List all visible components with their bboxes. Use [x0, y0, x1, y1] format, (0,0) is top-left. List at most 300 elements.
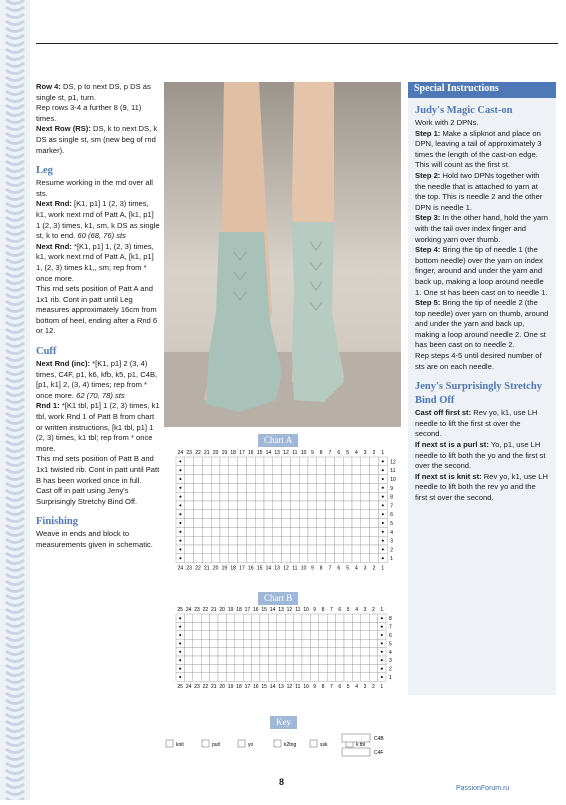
col-label: 20: [212, 565, 219, 572]
chart-cell: [319, 631, 327, 639]
bindoff-first: Cast off first st: Rev yo, k1, use LH needle to lift the first st over the second.: [415, 408, 538, 439]
chart-cell: [220, 475, 229, 484]
chart-cell: [294, 631, 302, 639]
chart-b: [162, 604, 404, 700]
chart-cell: [302, 648, 310, 656]
chart-cell: [252, 648, 260, 656]
chart-cell: [352, 483, 361, 492]
col-label: 9: [313, 607, 316, 613]
chart-cell: [184, 614, 192, 622]
chart-cell: [370, 457, 379, 466]
chart-cell: [229, 466, 238, 475]
col-label: 15: [261, 684, 267, 691]
chart-cell: [326, 554, 335, 563]
col-label: 20: [219, 684, 225, 691]
col-label: 6: [337, 450, 341, 456]
chart-cell: [202, 501, 211, 510]
col-label: 22: [202, 684, 209, 691]
chart-cell: [299, 510, 308, 519]
chart-cell: [310, 631, 318, 639]
col-label: 4: [355, 450, 358, 456]
col-label: 7: [330, 684, 333, 691]
row-label: 7: [389, 624, 392, 631]
bindoff-knit: If next st is knit st: Rev yo, k1, use LH needle to lift both the rev yo and the first st over the second.: [415, 471, 548, 502]
col-label: 24: [177, 450, 184, 456]
chart-cell: [317, 510, 326, 519]
chart-cell: [308, 510, 317, 519]
chart-cell: [193, 648, 201, 656]
chart-cell: [184, 639, 192, 647]
col-label: 4: [355, 684, 358, 691]
chart-cell: [235, 639, 243, 647]
row-label: 3: [389, 658, 392, 665]
chart-cell: [220, 510, 229, 519]
chart-cell: [336, 614, 344, 622]
chart-cell: [273, 545, 282, 554]
chart-cell: [194, 475, 203, 484]
chart-cell: [264, 492, 273, 501]
chart-cell: [246, 527, 255, 536]
col-label: 25: [177, 607, 183, 613]
chart-cell: [352, 475, 361, 484]
row-label: 2: [390, 547, 393, 554]
chart-cell: [343, 519, 352, 528]
finishing-heading: Finishing: [36, 516, 79, 528]
col-label: 13: [278, 684, 284, 691]
chart-cell: [317, 545, 326, 554]
chart-cell: [220, 501, 229, 510]
col-label: 25: [177, 684, 183, 691]
chart-cell: [285, 622, 293, 630]
chart-cell: [343, 457, 352, 466]
key-swatch: [166, 740, 173, 747]
chart-cell: [370, 483, 379, 492]
col-label: 17: [244, 684, 251, 691]
chart-cell: [229, 536, 238, 545]
col-label: 11: [292, 565, 298, 572]
chart-cell: [334, 483, 343, 492]
chart-cell: [229, 501, 238, 510]
col-label: 22: [195, 450, 201, 456]
chart-cell: [294, 614, 302, 622]
col-label: 10: [300, 565, 307, 572]
col-label: 3: [363, 684, 367, 691]
chart-cell: [294, 648, 302, 656]
chart-cell: [370, 545, 379, 554]
chart-cell: [211, 527, 220, 536]
chart-cell: [252, 664, 260, 672]
col-label: 9: [313, 684, 316, 691]
chart-cell: [238, 466, 247, 475]
chart-a: [162, 447, 404, 583]
chart-cell: [246, 501, 255, 510]
chart-cell: [201, 614, 209, 622]
chart-cell: [336, 639, 344, 647]
chart-cell: [210, 631, 218, 639]
chart-cell: [336, 664, 344, 672]
purl-dot: [179, 557, 181, 559]
chart-cell: [290, 457, 299, 466]
chart-cell: [268, 622, 276, 630]
chart-cell: [193, 639, 201, 647]
col-label: 13: [278, 607, 284, 613]
chart-cell: [185, 527, 194, 536]
chart-cell: [185, 545, 194, 554]
leg-intro: Resume working in the rnd over all sts.: [36, 178, 153, 198]
chart-cell: [343, 554, 352, 563]
chart-cell: [243, 664, 251, 672]
chart-cell: [319, 622, 327, 630]
chart-cell: [243, 639, 251, 647]
key-swatch: [342, 748, 370, 756]
chart-cell: [218, 648, 226, 656]
chart-cell: [211, 457, 220, 466]
col-label: 18: [230, 565, 236, 572]
purl-dot: [179, 478, 181, 480]
chart-cell: [201, 673, 209, 681]
chart-cell: [361, 483, 370, 492]
chart-cell: [185, 554, 194, 563]
row-label: 4: [390, 529, 393, 536]
chart-cell: [255, 519, 264, 528]
key-title: Key: [270, 716, 297, 729]
chart-cell: [352, 673, 360, 681]
col-label: 19: [227, 607, 234, 613]
chart-cell: [344, 648, 352, 656]
chart-cell: [243, 673, 251, 681]
chart-cell: [273, 501, 282, 510]
cuff-note: This rnd sets position of Patt B and 1x1 twisted rib. Cont in patt until Patt B has been worked once in full.: [36, 454, 160, 485]
chart-cell: [352, 501, 361, 510]
chart-cell: [273, 457, 282, 466]
chart-cell: [238, 536, 247, 545]
chart-cell: [268, 648, 276, 656]
col-label: 14: [265, 565, 272, 572]
chart-cell: [352, 614, 360, 622]
chart-cell: [352, 466, 361, 475]
chart-cell: [194, 527, 203, 536]
purl-dot: [382, 487, 384, 489]
chart-cell: [317, 466, 326, 475]
chart-cell: [273, 492, 282, 501]
chart-cell: [319, 639, 327, 647]
chart-cell: [238, 457, 247, 466]
chart-cell: [336, 622, 344, 630]
chart-cell: [184, 673, 192, 681]
col-label: 1: [380, 607, 384, 613]
key-swatch: [342, 734, 370, 742]
chart-cell: [361, 475, 370, 484]
chart-cell: [264, 527, 273, 536]
chart-cell: [334, 466, 343, 475]
chart-cell: [202, 527, 211, 536]
purl-dot: [382, 504, 384, 506]
chart-cell: [246, 536, 255, 545]
purl-dot: [381, 642, 383, 644]
purl-dot: [179, 504, 181, 506]
chart-cell: [210, 639, 218, 647]
key-label: C4F: [374, 750, 384, 756]
chart-cell: [202, 519, 211, 528]
chart-cell: [361, 639, 369, 647]
chart-cell: [202, 510, 211, 519]
row-label: 11: [390, 468, 396, 475]
purl-dot: [179, 522, 181, 524]
chart-cell: [334, 536, 343, 545]
chart-cell: [282, 554, 291, 563]
purl-dot: [382, 469, 384, 471]
chart-cell: [369, 673, 377, 681]
chart-cell: [302, 639, 310, 647]
col-label: 18: [236, 684, 242, 691]
chart-cell: [317, 554, 326, 563]
col-label: 17: [239, 565, 245, 572]
chart-cell: [194, 510, 203, 519]
chart-cell: [185, 501, 194, 510]
chart-cell: [327, 614, 335, 622]
chart-cell: [255, 475, 264, 484]
chart-cell: [334, 527, 343, 536]
judy-heading: Judy's Magic Cast-on: [415, 105, 513, 116]
chart-cell: [282, 475, 291, 484]
chart-cell: [352, 536, 361, 545]
purl-dot: [179, 513, 181, 515]
chart-cell: [282, 536, 291, 545]
chart-cell: [282, 457, 291, 466]
key-swatch: [202, 740, 209, 747]
chart-cell: [327, 664, 335, 672]
col-label: 1: [381, 565, 385, 572]
chart-cell: [193, 622, 201, 630]
chart-cell: [243, 614, 251, 622]
chart-cell: [264, 475, 273, 484]
chart-cell: [238, 527, 247, 536]
chart-cell: [255, 483, 264, 492]
chart-cell: [361, 501, 370, 510]
chart-cell: [243, 631, 251, 639]
chart-cell: [308, 501, 317, 510]
chart-cell: [290, 510, 299, 519]
chart-cell: [299, 519, 308, 528]
special-instructions-header: Special Instructions: [408, 82, 556, 98]
chart-cell: [210, 648, 218, 656]
purl-dot: [179, 548, 181, 550]
col-label: 2: [372, 565, 376, 572]
chart-cell: [326, 475, 335, 484]
col-label: 1: [381, 450, 385, 456]
chart-cell: [310, 639, 318, 647]
chart-cell: [238, 519, 247, 528]
purl-dot: [381, 659, 383, 661]
chart-cell: [370, 501, 379, 510]
purl-dot: [382, 540, 384, 542]
chart-cell: [343, 466, 352, 475]
col-label: 21: [204, 450, 210, 456]
chart-cell: [285, 648, 293, 656]
finishing-text: Weave in ends and block to measurements given in schematic.: [36, 529, 153, 549]
chart-cell: [194, 519, 203, 528]
chart-cell: [218, 614, 226, 622]
chart-cell: [369, 614, 377, 622]
chart-cell: [201, 631, 209, 639]
cuff-inc: Next Rnd (inc): *[K1, p1] 2 (3, 4) times, C4F, p1, k6, kfb, k5, p1, C4B, [p1, k1] 2, (3, 4) times; rep from * once more. 62 (70, 78) sts: [36, 359, 158, 400]
chart-cell: [252, 631, 260, 639]
col-label: 3: [363, 450, 367, 456]
chart-cell: [361, 622, 369, 630]
chart-cell: [302, 673, 310, 681]
row-label: 5: [390, 521, 393, 527]
chart-cell: [185, 483, 194, 492]
chart-cell: [260, 639, 268, 647]
row-label: 1: [389, 675, 392, 681]
chart-cell: [210, 622, 218, 630]
chart-cell: [210, 664, 218, 672]
chart-cell: [334, 501, 343, 510]
chart-cell: [308, 475, 317, 484]
purl-dot: [382, 496, 384, 498]
chart-cell: [369, 622, 377, 630]
chart-cell: [255, 501, 264, 510]
chart-cell: [210, 673, 218, 681]
col-label: 16: [248, 565, 254, 572]
chart-cell: [201, 622, 209, 630]
chart-cell: [185, 457, 194, 466]
chart-cell: [185, 475, 194, 484]
chart-cell: [185, 510, 194, 519]
judy-intro: Work with 2 DPNs.: [415, 118, 479, 127]
row-label: 6: [390, 512, 393, 519]
chart-cell: [277, 622, 285, 630]
chart-cell: [282, 510, 291, 519]
purl-dot: [179, 617, 181, 619]
chart-cell: [202, 483, 211, 492]
chart-cell: [210, 656, 218, 664]
step-1: Step 1: Make a slipknot and place on DPN, leaving a tail of approximately 3 times the length of the cast-on edge. This will count as the first st.: [415, 128, 542, 170]
leg-rnd2: Next Rnd: *[K1, p1] 1, (2, 3) times, k1, work next rnd of Patt A, [k1, p1] 1, (2, 3) times k1,, sm; rep from * once more.: [36, 241, 154, 283]
sock-photo: [164, 82, 401, 427]
purl-dot: [179, 659, 181, 661]
cuff-rnd1: Rnd 1: *[K1 tbl, p1] 1 (2, 3) times, k1 tbl, work Rnd 1 of Patt B from chart or written instructions, [k1 tbl, p1] 1 (2, 3) times, k1 tbl; rep from * once more.: [36, 401, 160, 453]
chart-cell: [194, 536, 203, 545]
col-label: 19: [227, 684, 234, 691]
col-label: 15: [256, 450, 263, 456]
chart-cell: [326, 527, 335, 536]
col-label: 11: [295, 684, 301, 691]
purl-dot: [179, 496, 181, 498]
chart-cell: [370, 466, 379, 475]
chart-cell: [264, 536, 273, 545]
chart-cell: [255, 457, 264, 466]
chart-cell: [229, 545, 238, 554]
chart-cell: [220, 554, 229, 563]
chart-cell: [194, 466, 203, 475]
chart-cell: [326, 466, 335, 475]
chart-cell: [235, 614, 243, 622]
row-label: 7: [390, 503, 393, 510]
chart-cell: [352, 545, 361, 554]
chart-cell: [226, 639, 234, 647]
chart-cell: [327, 622, 335, 630]
chart-cell: [220, 519, 229, 528]
chart-cell: [344, 622, 352, 630]
chart-cell: [229, 510, 238, 519]
col-label: 13: [274, 450, 280, 456]
purl-dot: [382, 548, 384, 550]
chart-cell: [299, 545, 308, 554]
col-label: 6: [338, 607, 342, 613]
row-label: 12: [390, 459, 396, 466]
chart-cell: [211, 510, 220, 519]
chart-cell: [264, 466, 273, 475]
chart-cell: [370, 536, 379, 545]
chart-cell: [255, 527, 264, 536]
chart-cell: [264, 519, 273, 528]
chart-cell: [299, 466, 308, 475]
chart-cell: [317, 483, 326, 492]
chart-cell: [326, 492, 335, 501]
chart-cell: [310, 622, 318, 630]
purl-dot: [381, 617, 383, 619]
chart-cell: [308, 536, 317, 545]
purl-dot: [179, 651, 181, 653]
leg-note: This rnd sets position of Patt A and 1x1 rib. Cont in patt until Leg measures approximately 16cm from bottom of heel, ending after a Rnd 6 or 12.: [36, 284, 158, 336]
chart-cell: [273, 475, 282, 484]
chart-cell: [218, 673, 226, 681]
chart-cell: [290, 545, 299, 554]
chart-cell: [193, 656, 201, 664]
chart-cell: [193, 614, 201, 622]
chart-cell: [220, 492, 229, 501]
chart-cell: [282, 545, 291, 554]
col-label: 5: [346, 450, 349, 456]
col-label: 16: [253, 607, 259, 613]
chart-cell: [334, 510, 343, 519]
chart-cell: [334, 545, 343, 554]
chart-cell: [252, 656, 260, 664]
col-label: 22: [195, 565, 201, 572]
chart-cell: [273, 527, 282, 536]
chart-cell: [344, 656, 352, 664]
purl-dot: [382, 460, 384, 462]
chart-cell: [211, 475, 220, 484]
row-label: 1: [390, 556, 393, 563]
chart-cell: [290, 554, 299, 563]
chart-cell: [334, 475, 343, 484]
chart-cell: [299, 527, 308, 536]
chart-cell: [361, 519, 370, 528]
chart-cell: [194, 501, 203, 510]
purl-dot: [382, 522, 384, 524]
key-label: k2tog: [284, 742, 297, 748]
chart-cell: [226, 622, 234, 630]
chart-cell: [326, 501, 335, 510]
chart-cell: [343, 475, 352, 484]
chart-cell: [326, 519, 335, 528]
chart-cell: [184, 656, 192, 664]
chart-cell: [285, 631, 293, 639]
chart-cell: [317, 475, 326, 484]
chart-cell: [260, 614, 268, 622]
chart-cell: [302, 614, 310, 622]
col-label: 6: [337, 565, 341, 572]
chart-cell: [211, 519, 220, 528]
chart-cell: [308, 519, 317, 528]
chart-cell: [260, 622, 268, 630]
chart-cell: [194, 545, 203, 554]
chart-cell: [255, 545, 264, 554]
chart-cell: [299, 492, 308, 501]
col-label: 20: [212, 450, 219, 456]
